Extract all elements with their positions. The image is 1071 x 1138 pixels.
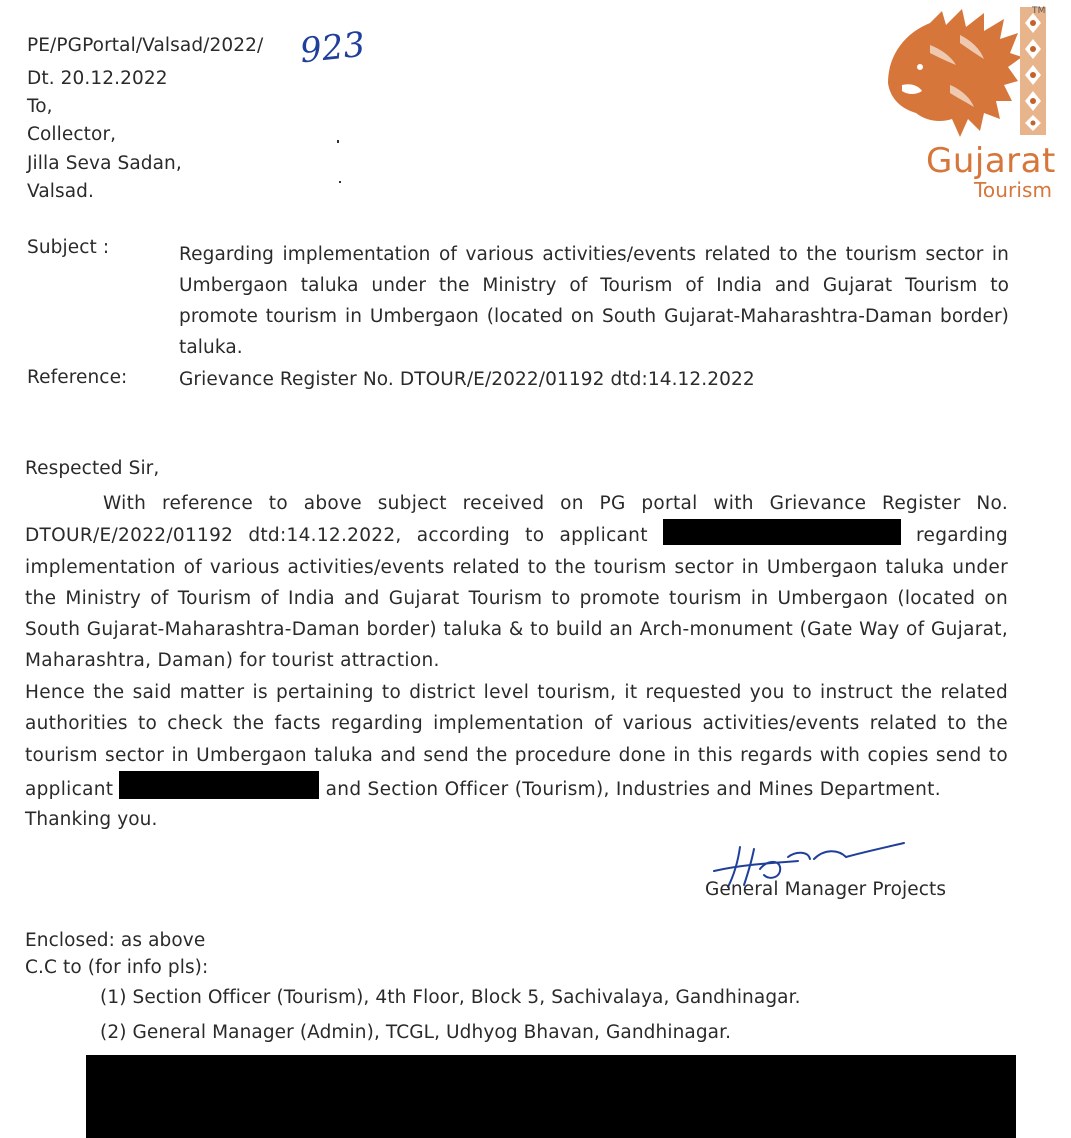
scan-speck bbox=[337, 140, 339, 143]
addressee-line-2: Jilla Seva Sadan, bbox=[27, 153, 182, 174]
reference-number bbox=[27, 35, 263, 56]
reference-prefix: PE/PGPortal/Valsad/2022/ bbox=[27, 35, 264, 56]
trademark-mark: TM bbox=[1032, 6, 1046, 16]
reference-text: Grievance Register No. DTOUR/E/2022/01192 dtd:14.12.2022 bbox=[179, 369, 755, 390]
logo-wordmark: Gujarat bbox=[926, 141, 1056, 181]
cc-label: C.C to (for info pls): bbox=[25, 957, 209, 978]
paragraph-2-part-b: and Section Officer (Tourism), Industries and Mines Department. bbox=[325, 778, 941, 800]
enclosed-note: Enclosed: as above bbox=[25, 930, 206, 951]
paragraph-1-part-a: With reference to above subject received on PG portal with Grievance Register No. DTOUR/E/2022/01192 dtd:14.12.2022, according to applicant bbox=[25, 493, 1008, 547]
body-paragraph-2 bbox=[25, 677, 1008, 805]
signatory-title: General Manager Projects bbox=[705, 879, 947, 900]
handwritten-reference-number: 923 bbox=[298, 24, 368, 72]
addressee-line-1: Collector, bbox=[27, 124, 117, 145]
redacted-applicant-name bbox=[663, 519, 901, 545]
scan-speck bbox=[339, 181, 341, 183]
paragraph-2-part-a: Hence the said matter is pertaining to district level tourism, it requested you to instruct the related authorities to check the facts regarding implementation of various activities/events related to the tourism sector in Umbergaon taluka and send the procedure done in this regards with copies send to applicant bbox=[25, 682, 1008, 800]
body-paragraph-1 bbox=[25, 488, 1008, 677]
reference-label: Reference: bbox=[27, 367, 128, 388]
salutation: Respected Sir, bbox=[25, 458, 160, 479]
paragraph-1-part-b: regarding implementation of various activities/events related to the tourism sector in Umbergaon taluka under the Ministry of Tourism of India and Gujarat Tourism to promote tourism in Umbergaon (located on South Gujarat-Maharashtra-Daman border) taluka & to build an Arch-monument (Gate Way of Gujarat, Maharashtra, Daman) for tourist attraction. bbox=[25, 525, 1009, 672]
subject-text: Regarding implementation of various activities/events related to the tourism sector in Umbergaon taluka under the Ministry of Tourism of India and Gujarat Tourism to promote tourism in Umbergaon (located on South Gujarat-Maharashtra-Daman border) taluka. bbox=[179, 244, 1009, 358]
cc-item-2: (2) General Manager (Admin), TCGL, Udhyog Bhavan, Gandhinagar. bbox=[100, 1022, 732, 1043]
letter-date: Dt. 20.12.2022 bbox=[27, 68, 168, 89]
logo-subtitle: Tourism bbox=[974, 178, 1053, 202]
subject-label: Subject : bbox=[27, 237, 110, 258]
closing-text: Thanking you. bbox=[25, 809, 158, 830]
addressee-line-3: Valsad. bbox=[27, 181, 94, 202]
cc-item-1: (1) Section Officer (Tourism), 4th Floor, Block 5, Sachivalaya, Gandhinagar. bbox=[100, 987, 801, 1008]
redacted-applicant-name bbox=[119, 771, 319, 799]
redacted-block bbox=[86, 1055, 1016, 1138]
to-label: To, bbox=[27, 96, 53, 117]
